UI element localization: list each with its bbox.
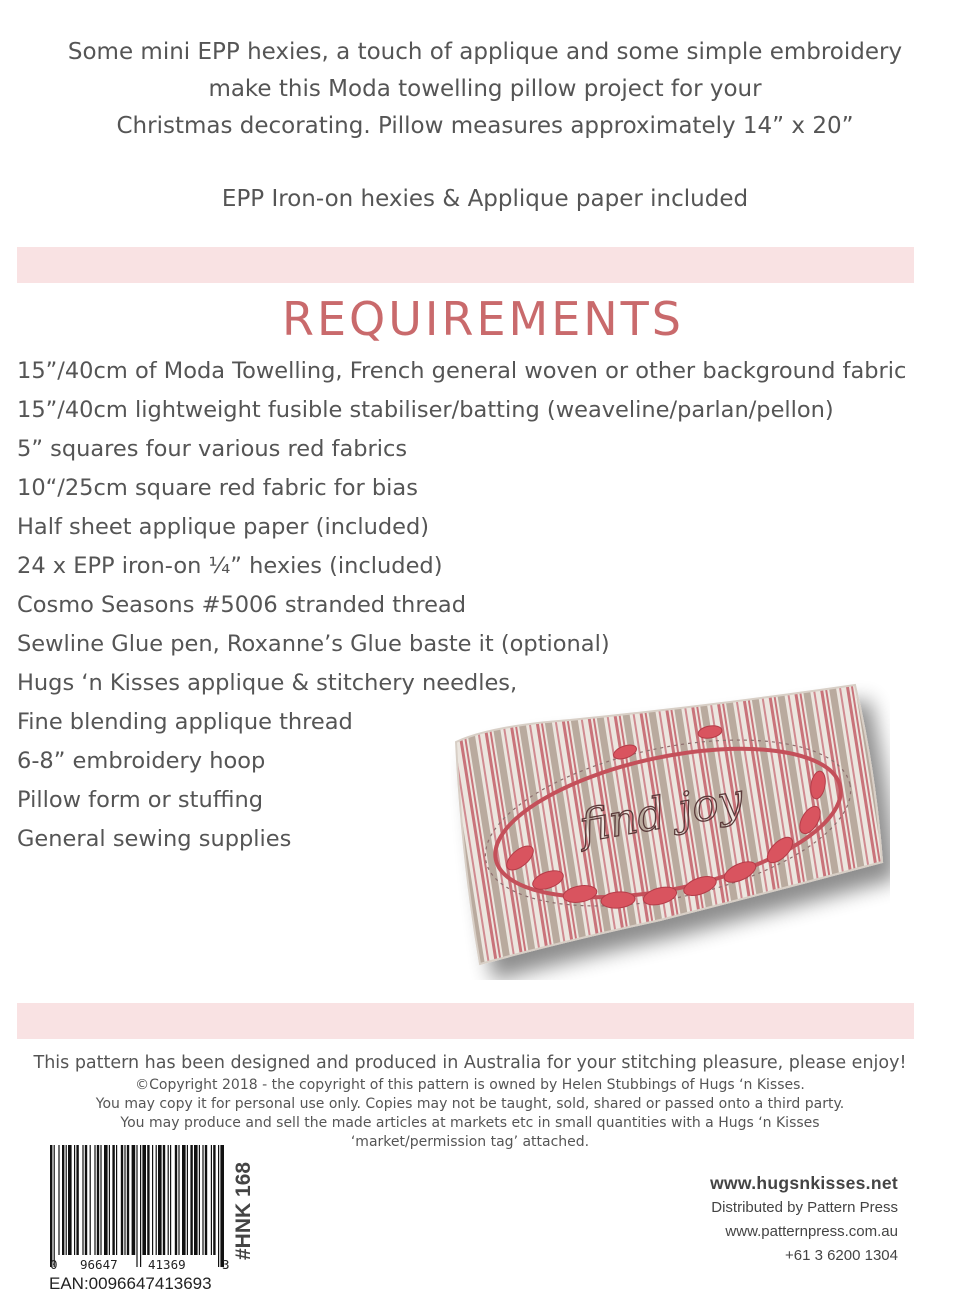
barcode-bar	[190, 1145, 192, 1255]
barcode-bar	[202, 1145, 203, 1255]
included-note: EPP Iron-on hexies & Applique paper included	[221, 186, 749, 212]
copyright-line: You may produce and sell the made articles at markets etc in small quantities with a Hugs ‘n Kisses	[120, 1115, 820, 1131]
barcode-bar	[147, 1145, 149, 1255]
intro-line: make this Moda towelling pillow project for your	[208, 76, 762, 102]
barcode-bar	[205, 1145, 207, 1255]
contact-block	[710, 1170, 898, 1268]
distributor-text: Distributed by Pattern Press	[711, 1199, 898, 1216]
barcode-bar	[127, 1145, 129, 1255]
barcode-bar	[85, 1145, 87, 1255]
barcode-digit: 0	[50, 1257, 58, 1272]
copyright-line: You may copy it for personal use only. Copies may not be taught, sold, shared or passed onto a third party.	[95, 1096, 845, 1112]
intro-line: Some mini EPP hexies, a touch of applique and some simple embroidery	[67, 39, 903, 65]
website-link[interactable]: www.hugsnkisses.net	[710, 1173, 898, 1193]
barcode-bar	[132, 1145, 136, 1255]
intro-line: Christmas decorating. Pillow measures approximately 14” x 20”	[116, 113, 854, 139]
requirement-item: 15”/40cm lightweight fusible stabiliser/batting (weaveline/parlan/pellon)	[17, 397, 834, 423]
barcode-bar	[58, 1145, 59, 1255]
barcode-bar	[156, 1145, 157, 1255]
barcode-bar	[211, 1145, 212, 1255]
barcode-digit: 41369	[148, 1257, 186, 1272]
barcode-bar	[124, 1145, 125, 1255]
barcode-bar	[68, 1145, 72, 1255]
barcode-bar	[54, 1145, 55, 1267]
divider-band-top	[17, 247, 914, 283]
pillow-photo	[450, 680, 890, 980]
copyright-line: ‘market/permission tag’ attached.	[350, 1134, 590, 1150]
requirement-item: Half sheet applique paper (included)	[17, 514, 430, 540]
barcode-bar	[112, 1145, 114, 1255]
distributor-website[interactable]: www.patternpress.com.au	[725, 1223, 898, 1240]
barcode-bar	[121, 1145, 123, 1255]
barcode-digit: 96647	[80, 1257, 118, 1272]
barcode-bar	[187, 1145, 188, 1255]
sku-label	[216, 1160, 288, 1260]
requirement-item: 6-8” embroidery hoop	[17, 748, 266, 774]
barcode-graphic	[48, 1145, 228, 1273]
phone-number: +61 3 6200 1304	[784, 1247, 898, 1264]
requirement-item: 5” squares four various red fabrics	[17, 436, 408, 462]
barcode-bar	[100, 1145, 101, 1255]
barcode-digit: 3	[222, 1257, 230, 1272]
barcode-bar	[90, 1145, 91, 1255]
embroidered-text: find joy	[575, 773, 748, 853]
requirement-item: Cosmo Seasons #5006 stranded thread	[17, 592, 466, 618]
requirement-item: Hugs ‘n Kisses applique & stitchery needles,	[17, 670, 518, 696]
barcode-bar	[116, 1145, 117, 1255]
footer-lead: This pattern has been designed and produced in Australia for your stitching pleasure, please enjoy!	[33, 1053, 907, 1073]
barcode-bar	[175, 1145, 177, 1255]
barcode-bar	[97, 1145, 99, 1255]
barcode-bar	[163, 1145, 165, 1255]
requirement-item: Pillow form or stuffing	[17, 787, 264, 813]
barcode-bar	[74, 1145, 75, 1255]
barcode-bar	[182, 1145, 186, 1255]
barcode-bar	[199, 1145, 200, 1255]
barcode-bar	[140, 1145, 141, 1267]
barcode-bar	[109, 1145, 110, 1255]
barcode-bar	[50, 1145, 52, 1267]
barcode-bar	[168, 1145, 169, 1255]
barcode-bar	[76, 1145, 78, 1255]
ean-number: EAN:0096647413693	[49, 1274, 212, 1293]
barcode-bar	[158, 1145, 162, 1255]
barcode-bar	[152, 1145, 153, 1255]
footer-notes	[0, 1050, 940, 1152]
barcode-bar	[136, 1145, 137, 1267]
intro-text	[40, 34, 930, 218]
requirement-item: 24 x EPP iron-on ¼” hexies (included)	[17, 553, 443, 579]
barcode-bar	[194, 1145, 198, 1255]
barcode-bar	[82, 1145, 83, 1255]
sku-text: #HNK 168	[232, 1161, 255, 1260]
barcode-bar	[104, 1145, 108, 1255]
barcode-bar	[66, 1145, 67, 1255]
copyright-line: ©Copyright 2018 - the copyright of this pattern is owned by Helen Stubbings of Hugs ‘n Kisses.	[135, 1077, 805, 1093]
barcode-bar	[62, 1145, 64, 1255]
requirement-item: 15”/40cm of Moda Towelling, French general woven or other background fabric	[17, 358, 907, 384]
barcode-bar	[94, 1145, 95, 1255]
requirement-item: General sewing supplies	[17, 826, 292, 852]
divider-band-bottom	[17, 1003, 914, 1039]
requirements-title: REQUIREMENTS	[282, 292, 684, 346]
requirement-item: Sewline Glue pen, Roxanne’s Glue baste it (optional)	[17, 631, 610, 657]
barcode-bar	[142, 1145, 146, 1255]
requirement-item: Fine blending applique thread	[17, 709, 353, 735]
requirement-item: 10“/25cm square red fabric for bias	[17, 475, 418, 501]
barcode-bar	[170, 1145, 171, 1255]
barcode-bar	[178, 1145, 179, 1255]
